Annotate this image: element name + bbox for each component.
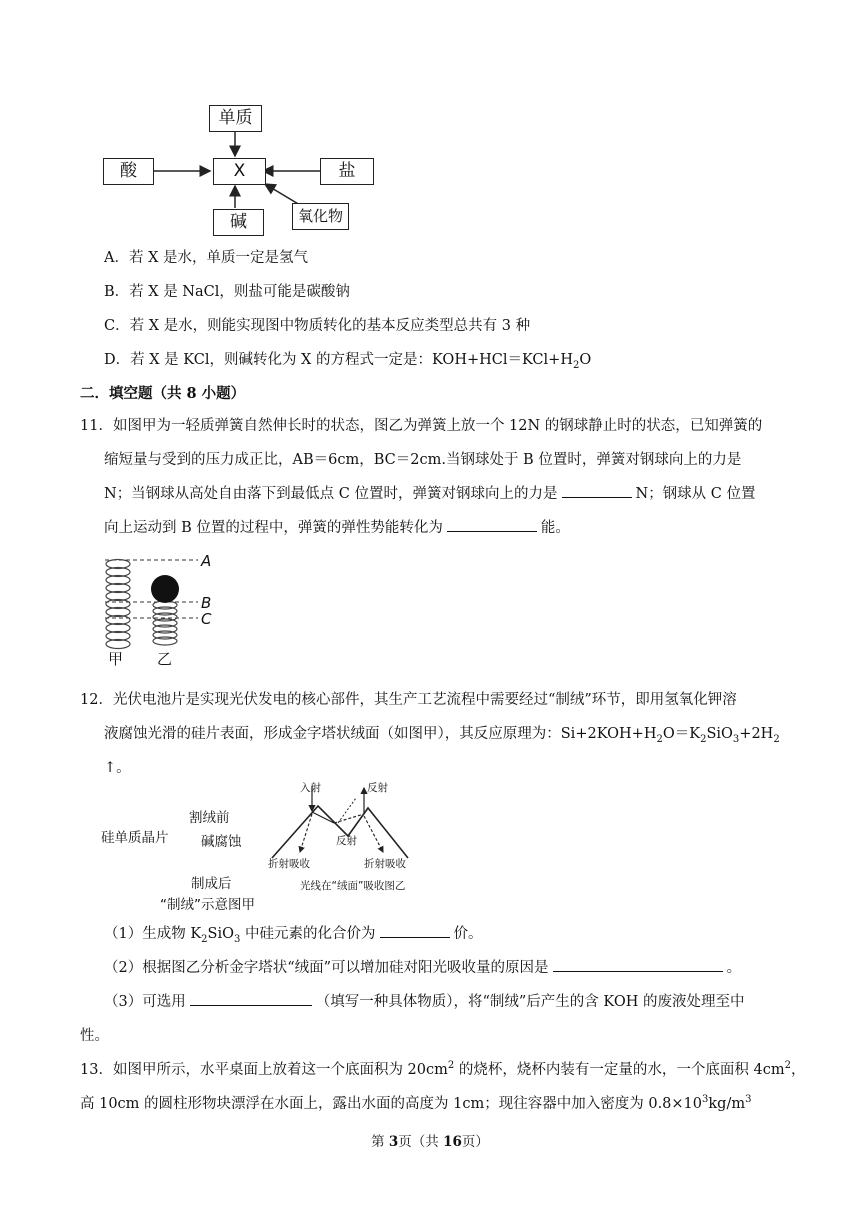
q12-blank-2 xyxy=(553,957,723,972)
option-d-text: D．若 X 是 KCl，则碱转化为 X 的方程式一定是：KOH+HCl＝KCl+H xyxy=(104,352,573,368)
label-b: B xyxy=(201,594,212,612)
label-before: 割绒前 xyxy=(189,810,230,826)
q12-line3: ↑。 xyxy=(104,760,131,776)
option-d xyxy=(104,348,591,371)
q12-sub3: （3）可选用 （填写一种具体物质），将“制绒”后产生的含 KOH 的废液处理至中 xyxy=(104,990,745,1011)
q11-line4: 向上运动到 B 位置的过程中，弹簧的弹性势能转化为 能。 xyxy=(104,516,570,537)
label-refract-left: 折射吸收 xyxy=(268,858,310,870)
option-a: A．若 X 是水，单质一定是氢气 xyxy=(104,250,309,266)
q13-line1: 13．如图甲所示，水平桌面上放着这一个底面积为 $20cm^2$ 的烧杯，烧杯内装有一定量的水，一个底面积 $4cm^2$， xyxy=(80,1060,806,1078)
label-reflect: 反射 xyxy=(367,782,388,794)
q12-line1: 12．光伏电池片是实现光伏发电的核心部件，其生产工艺流程中需要经过“制绒”环节，即用氢氧化钾溶 xyxy=(80,692,737,708)
q12-sub1: （1）生成物 $K_2SiO_3$ 中硅元素的化合价为 价。 xyxy=(104,922,483,945)
q12-sub3-cont: 性。 xyxy=(80,1028,109,1044)
node-element: 单质 xyxy=(209,105,262,132)
label-incident: 入射 xyxy=(300,782,321,794)
page-footer: 第 3页（共 16页） xyxy=(371,1134,489,1150)
page-number: 3 xyxy=(388,1134,399,1150)
q12-blank-3 xyxy=(190,991,312,1006)
option-d-sub: 2 xyxy=(572,359,580,371)
node-salt: 盐 xyxy=(320,158,374,185)
option-d-end: O xyxy=(579,352,592,368)
label-reflect-inner: 反射 xyxy=(336,835,357,847)
node-acid: 酸 xyxy=(103,158,154,185)
label-after: 制成后 xyxy=(191,876,232,892)
q11-blank-2 xyxy=(562,483,632,498)
node-base: 碱 xyxy=(213,209,264,236)
label-jia: 甲 xyxy=(108,650,124,668)
label-wafer: 硅单质晶片 xyxy=(101,830,169,846)
q11-blank-3 xyxy=(447,517,537,532)
q12-sub2: （2）根据图乙分析金字塔状“绒面”可以增加硅对阳光吸收量的原因是 。 xyxy=(104,956,741,977)
page-total: 16 xyxy=(443,1134,462,1150)
label-etch: 碱腐蚀 xyxy=(201,834,242,850)
option-b: B．若 X 是 NaCl，则盐可能是碳酸钠 xyxy=(104,284,350,300)
q11-line2: 缩短量与受到的压力成正比，AB＝6cm，BC＝2cm.当钢球处于 B 位置时，弹簧对钢球向上的力是 xyxy=(104,452,742,468)
q13-line2: 高 10cm 的圆柱形物块漂浮在水面上，露出水面的高度为 1cm；现往容器中加入密度为 $0.8\times 10^3kg/m^3$ xyxy=(80,1094,752,1112)
caption-fig-b: 光线在“绒面”吸收图乙 xyxy=(300,880,406,892)
node-oxide: 氧化物 xyxy=(292,203,349,230)
caption-fig-a: “制绒”示意图甲 xyxy=(160,897,255,913)
q11-line3: N；当钢球从高处自由落下到最低点 C 位置时，弹簧对钢球向上的力是 N；钢球从 C 位置 xyxy=(104,482,756,503)
label-c: C xyxy=(201,610,212,628)
label-a: A xyxy=(201,552,212,570)
section-heading: 二．填空题（共 8 小题） xyxy=(80,385,246,402)
option-c: C．若 X 是水，则能实现图中物质转化的基本反应类型总共有 3 种 xyxy=(104,318,531,334)
q12-blank-1 xyxy=(380,923,450,938)
q11-line1: 11．如图甲为一轻质弹簧自然伸长时的状态，图乙为弹簧上放一个 12N 的钢球静止时的状态，已知弹簧的 xyxy=(80,418,763,434)
label-refract-right: 折射吸收 xyxy=(364,858,406,870)
steel-ball xyxy=(151,575,179,603)
q12-line2: 液腐蚀光滑的硅片表面，形成金字塔状绒面（如图甲），其反应原理为：$Si+2KOH+H_2O=K_2SiO_3+2H_2$ xyxy=(104,726,780,745)
node-x: X xyxy=(213,158,266,185)
label-yi: 乙 xyxy=(157,650,173,668)
